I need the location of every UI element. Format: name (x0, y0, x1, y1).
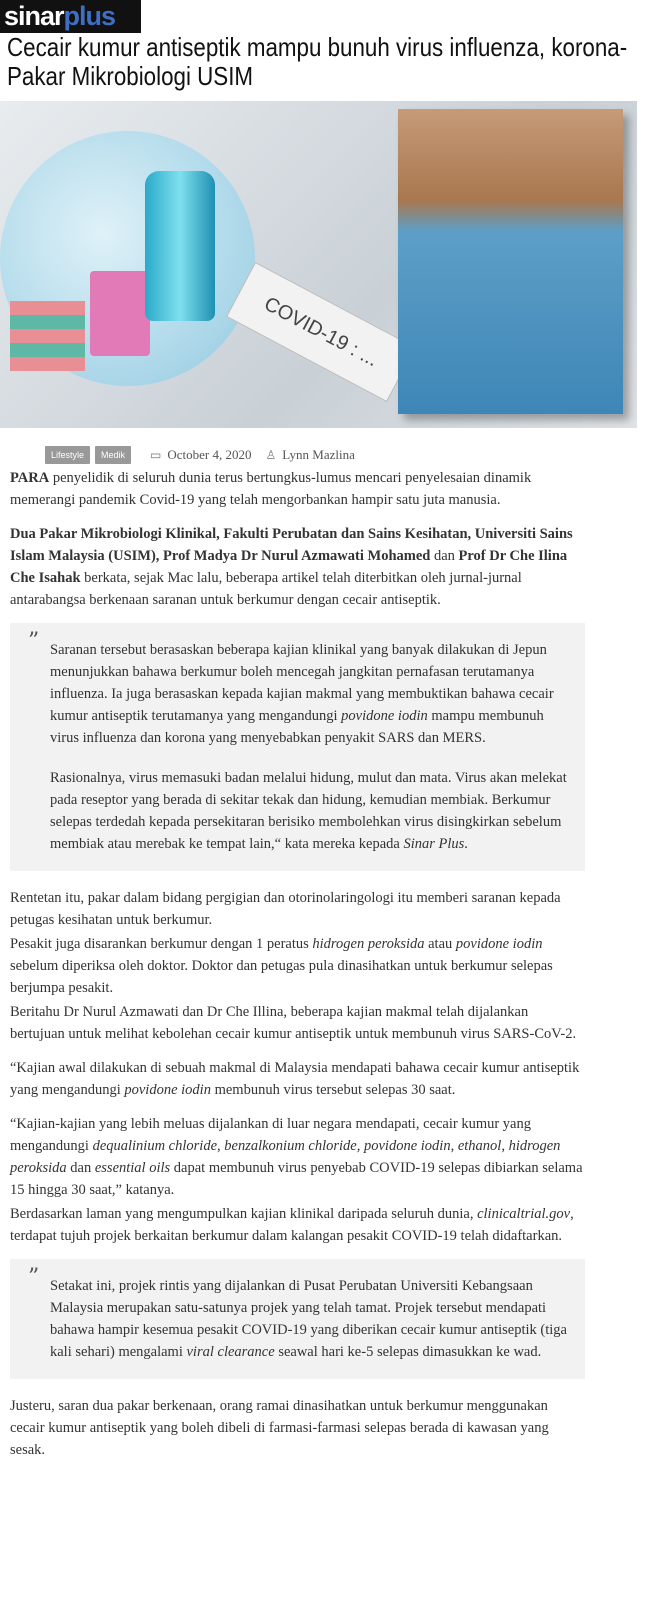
site-logo[interactable] (0, 0, 141, 33)
calendar-icon: ▭ (150, 447, 162, 462)
hero-image (0, 101, 637, 428)
text-run: Rasionalnya, virus memasuki badan melalui hidung, mulut dan mata. Virus akan melekat pada reseptor yang berada di sekitar tekak dan hidung, kemudian membiak. Berkumur selepas terdedah kepada persekitaran berisiko membolehkan virus disingkirkan sebelum membiak atau merebak ke tempat lain,“ kata mereka kepada (50, 770, 567, 852)
text-run: . (464, 836, 468, 852)
text-run: dan (66, 1160, 95, 1176)
italic-text: hidrogen peroksida (312, 936, 425, 952)
text-run: membunuh virus tersebut selepas 30 saat. (210, 1082, 456, 1098)
text-run: dapat membunuh virus penyebab COVID-19 selepas dibiarkan selama 15 hingga 30 saat,” katanya. (10, 1160, 583, 1198)
text-run: Pesakit juga disarankan berkumur dengan 1 peratus (10, 936, 313, 952)
paragraph (10, 467, 585, 511)
italic-text: povidone iodin (341, 708, 428, 724)
italic-text: essential oils (94, 1160, 171, 1176)
bold-text: Prof Dr Che Ilina Che Isahak (10, 548, 568, 586)
paragraph (10, 1395, 585, 1461)
text-run: , terdapat tujuh projek berkaitan berkumur dalam kalangan pesakit COVID-19 telah didaftarkan. (10, 1206, 574, 1244)
paragraph (10, 933, 585, 999)
logo-text: sinar (4, 1, 64, 31)
text-run: seawal hari ke-5 selepas dimasukkan ke wad. (274, 1344, 542, 1360)
blockquote (10, 623, 585, 871)
text-run: Setakat ini, projek rintis yang dijalankan di Pusat Perubatan Universiti Kebangsaan Malaysia merupakan satu-satunya projek yang telah tamat. Projek tersebut mendapati bahawa hampir kesemua pesakit COVID-19 yang diberikan cecair kumur antiseptik (tiga kali sehari) mengalami (50, 1278, 567, 1360)
text-run: Berdasarkan laman yang mengumpulkan kajian klinikal daripada seluruh dunia, (10, 1206, 478, 1222)
italic-text: povidone iodin (124, 1082, 211, 1098)
quote-paragraph (50, 767, 570, 855)
quote-paragraph (50, 1275, 570, 1363)
text-run: sebelum diperiksa oleh doktor. Doktor dan petugas pula dinasihatkan untuk berkumur selepas berjumpa pesakit. (10, 958, 553, 996)
paragraph (10, 887, 585, 931)
paragraph (10, 523, 585, 611)
bold-text: Dua Pakar Mikrobiologi Klinikal, Fakulti Perubatan dan Sains Kesihatan, Universiti Sains Islam Malaysia (USIM), Prof Madya Dr Nurul Azmawati Mohamed (10, 526, 573, 564)
covid-test-tube: COVID-19 : ... (226, 262, 416, 402)
italic-text: viral clearance (186, 1344, 275, 1360)
italic-text: povidone iodin (455, 936, 543, 952)
text-run: dan (430, 548, 459, 564)
quote-icon: ” (28, 629, 40, 654)
paragraph (10, 1057, 585, 1101)
text-run: berkata, sejak Mac lalu, beberapa artikel telah diterbitkan oleh jurnal-jurnal antarabangsa berkenaan saranan untuk berkumur dengan cecair antiseptik. (10, 570, 522, 608)
author-name[interactable]: Lynn Mazlina (282, 447, 355, 462)
tag-medik[interactable]: Medik (95, 446, 131, 464)
text-run: “Kajian-kajian yang lebih meluas dijalankan di luar negara mendapati, cecair kumur yang mengandungi (10, 1116, 531, 1154)
woman-pouring-mouthwash-photo (398, 109, 623, 414)
logo-text-accent: plus (63, 1, 116, 31)
post-date[interactable]: October 4, 2020 (167, 447, 252, 462)
article-title: Cecair kumur antiseptik mampu bunuh virus influenza, korona-Pakar Mikrobiologi USIM (7, 32, 628, 91)
paragraph (10, 1113, 585, 1201)
text-run: Justeru, saran dua pakar berkenaan, orang ramai dinasihatkan untuk berkumur menggunakan cecair kumur antiseptik yang boleh dibeli di farmasi-farmasi selepas berada di kawasan yang sesak. (10, 1398, 549, 1458)
text-run: atau (424, 936, 456, 952)
quote-paragraph (50, 639, 570, 749)
quote-icon: ” (28, 1265, 40, 1290)
bold-text: PARA (10, 470, 50, 486)
italic-text: dequalinium chloride, benzalkonium chloride, povidone iodin, ethanol, hidrogen peroksida (10, 1138, 561, 1176)
tag-lifestyle[interactable]: Lifestyle (45, 446, 90, 464)
italic-text: clinicaltrial.gov (477, 1206, 571, 1222)
user-icon: ♙ (265, 447, 277, 462)
article-body (10, 467, 585, 1473)
text-run: Rentetan itu, pakar dalam bidang pergigian dan otorinolaringologi itu memberi saranan kepada petugas kesihatan untuk berkumur. (10, 890, 561, 928)
text-run: Saranan tersebut berasaskan beberapa kajian klinikal yang banyak dilakukan di Jepun menunjukkan bahawa berkumur boleh mencegah jangkitan pernafasan terutamanya influenza. Ia juga berasaskan kepada kajian makmal yang membuktikan bahawa cecair kumur antiseptik terutamanya yang mengandungi (50, 642, 554, 724)
italic-text: Sinar Plus (403, 836, 465, 852)
paragraph (10, 1203, 585, 1247)
text-run: “Kajian awal dilakukan di sebuah makmal di Malaysia mendapati bahawa cecair kumur antiseptik yang mengandungi (10, 1060, 580, 1098)
paragraph (10, 1001, 585, 1045)
blockquote (10, 1259, 585, 1379)
mouthwash-bottle (145, 171, 215, 321)
text-run: Beritahu Dr Nurul Azmawati dan Dr Che Illina, beberapa kajian makmal telah dijalankan bertujuan untuk melihat kebolehan cecair kumur antiseptik untuk membunuh virus SARS-CoV-2. (10, 1004, 577, 1042)
text-run: mampu membunuh virus influenza dan korona yang menyebabkan penyakit SARS dan MERS. (50, 708, 544, 746)
towel-illustration (10, 301, 85, 371)
article-meta (45, 446, 355, 464)
text-run: penyelidik di seluruh dunia terus bertungkus-lumus mencari penyelesaian dinamik memerangi pandemik Covid-19 yang telah mengorbankan hampir satu juta manusia. (10, 470, 532, 508)
toothbrush-cup (90, 271, 150, 356)
